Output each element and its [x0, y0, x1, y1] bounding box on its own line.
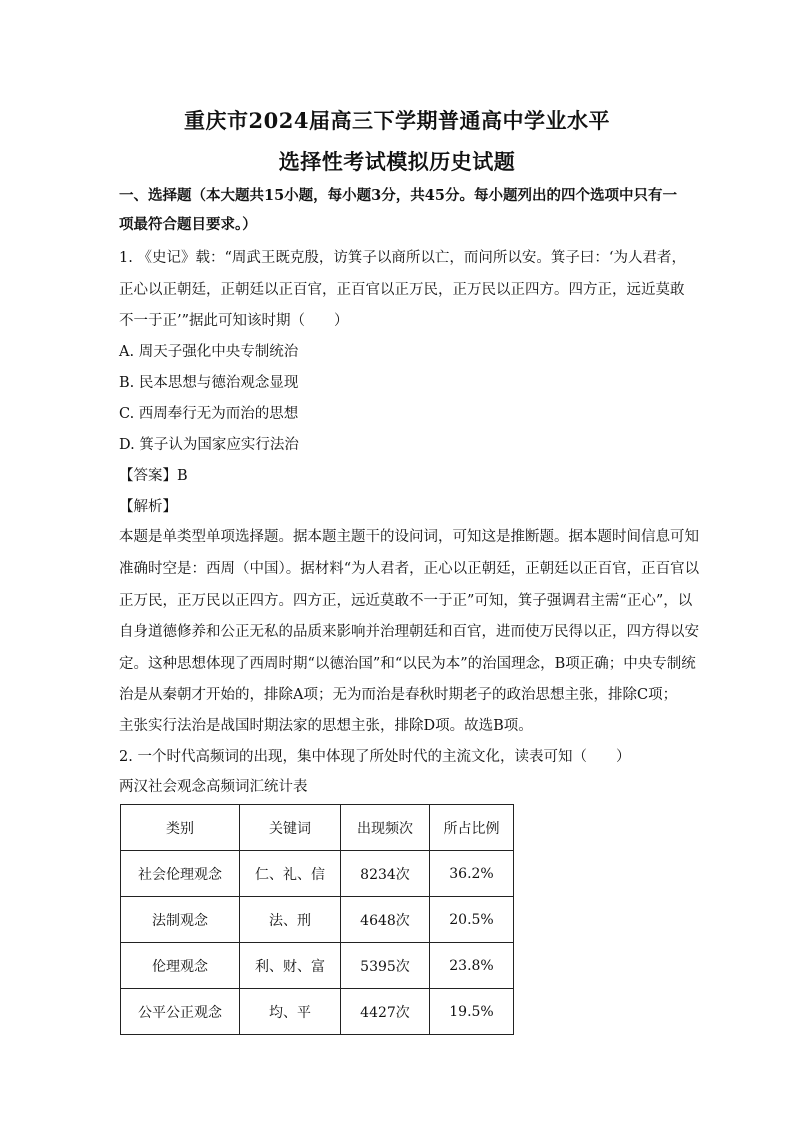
question-1-stem: 正心以正朝廷，正朝廷以正百官，正百官以正万民，正万民以正四方。四方正，远近莫敢 [119, 282, 685, 298]
question-1-stem: 1. 《史记》载：“周武王既克殷，访箕子以商所以亡，而问所以安。箕子曰：‘为人君者， [119, 250, 686, 266]
table-cell: 仁、礼、信 [240, 851, 341, 897]
table-caption: 两汉社会观念高频词汇统计表 [119, 779, 308, 795]
table-cell: 20.5% [430, 897, 514, 943]
analysis-text: 正万民，正万民以正四方。四方正，远近莫敢不一于正”可知，箕子强调君主需“正心”，以 [119, 593, 693, 609]
option-c: C. 西周奉行无为而治的思想 [119, 406, 299, 422]
option-b: B. 民本思想与德治观念显现 [119, 375, 299, 391]
table-cell: 社会伦理观念 [121, 851, 240, 897]
table-cell: 5395次 [341, 943, 430, 989]
answer-label: 【答案】B [119, 468, 188, 484]
table-cell: 法、刑 [240, 897, 341, 943]
option-d: D. 箕子认为国家应实行法治 [119, 437, 299, 453]
table-header-cell: 出现频次 [341, 805, 430, 851]
analysis-text: 自身道德修养和公正无私的品质来影响并治理朝廷和百官，进而使万民得以正，四方得以安 [119, 624, 699, 640]
table-row [121, 851, 514, 897]
analysis-text: 准确时空是：西周（中国）。据材料“为人君者，正心以正朝廷，正朝廷以正百官，正百官以 [119, 561, 700, 577]
analysis-text: 本题是单类型单项选择题。据本题主题干的设问词，可知这是推断题。据本题时间信息可知 [119, 529, 699, 545]
table-cell: 公平公正观念 [121, 989, 240, 1035]
exam-title-line2: 选择性考试模拟历史试题 [278, 149, 516, 174]
table-row [121, 943, 514, 989]
statistics-table [120, 804, 514, 1035]
section-heading: 一、选择题（本大题共15小题，每小题3分，共45分。每小题列出的四个选项中只有一 [119, 187, 677, 204]
table-header-cell: 所占比例 [430, 805, 514, 851]
table-header-row [121, 805, 514, 851]
table-header-cell: 关键词 [240, 805, 341, 851]
table-cell: 均、平 [240, 989, 341, 1035]
table-cell: 23.8% [430, 943, 514, 989]
table-cell: 利、财、富 [240, 943, 341, 989]
table-cell: 36.2% [430, 851, 514, 897]
analysis-text: 治是从秦朝才开始的，排除A项；无为而治是春秋时期老子的政治思想主张，排除C项； [119, 687, 678, 703]
table-cell: 法制观念 [121, 897, 240, 943]
analysis-text: 定。这种思想体现了西周时期“以德治国”和“以民为本”的治国理念，B项正确；中央专制统 [119, 656, 696, 672]
table-row [121, 989, 514, 1035]
exam-title-line1: 重庆市2024届高三下学期普通高中学业水平 [184, 108, 610, 133]
section-heading-cont: 项最符合题目要求。） [119, 216, 257, 233]
table-cell: 19.5% [430, 989, 514, 1035]
table-cell: 4427次 [341, 989, 430, 1035]
question-2-stem: 2. 一个时代高频词的出现，集中体现了所处时代的主流文化，读表可知（ ） [119, 749, 631, 765]
option-a: A. 周天子强化中央专制统治 [119, 344, 299, 360]
table-cell: 8234次 [341, 851, 430, 897]
analysis-text: 主张实行法治是战国时期法家的思想主张，排除D项。故选B项。 [119, 718, 533, 734]
table-cell: 伦理观念 [121, 943, 240, 989]
question-1-stem: 不一于正’”据此可知该时期（ ） [119, 313, 349, 329]
analysis-label: 【解析】 [119, 499, 177, 515]
table-cell: 4648次 [341, 897, 430, 943]
table-row [121, 897, 514, 943]
table-header-cell: 类别 [121, 805, 240, 851]
